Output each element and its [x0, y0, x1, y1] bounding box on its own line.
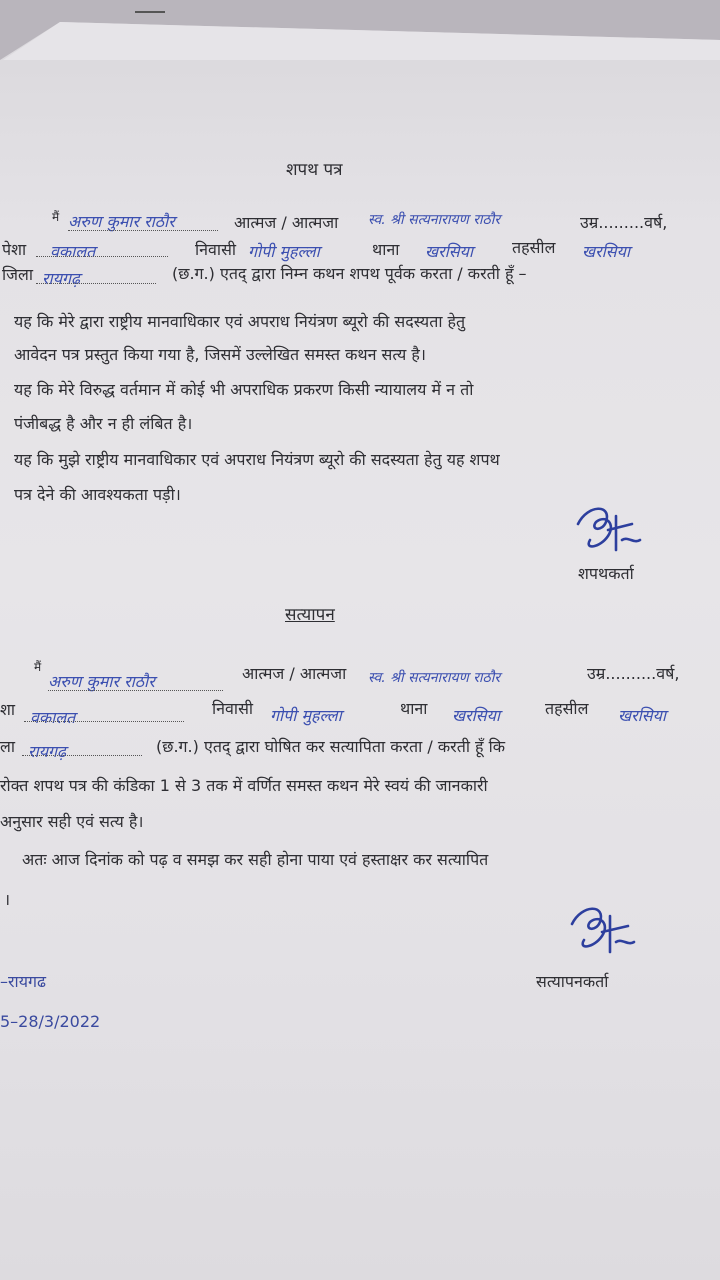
tehsil-label: तहसील: [512, 238, 556, 257]
v-district-line: [22, 755, 142, 756]
affidavit-declaration: (छ.ग.) एतद् द्वारा निम्न कथन शपथ पूर्वक करता / करती हूँ –: [172, 264, 527, 283]
occupation-line: [36, 256, 168, 257]
para3-line2: पत्र देने की आवश्यकता पड़ी।: [14, 485, 181, 504]
affidavit-signature: [572, 500, 652, 562]
affidavit-signatory: शपथकर्ता: [578, 564, 634, 583]
affidavit-title: शपथ पत्र: [286, 160, 343, 180]
district-value: रायगढ़: [42, 269, 80, 288]
occupation-value: वकालत: [50, 242, 96, 261]
district-line: [36, 283, 156, 284]
relation-label: आत्मज / आत्मजा: [234, 213, 339, 232]
verification-signature: [566, 900, 646, 964]
v-station-value: खरसिया: [452, 706, 501, 725]
v-relation-label: आत्मज / आत्मजा: [242, 664, 347, 683]
applicant-name: अरुण कुमार राठौर: [68, 212, 175, 231]
station-label: थाना: [372, 240, 400, 259]
v-name-line: [48, 690, 223, 691]
district-label: जिला: [2, 265, 34, 284]
resident-label: निवासी: [195, 240, 237, 259]
para1-line2: आवेदन पत्र प्रस्तुत किया गया है, जिसमें उल्लेखित समस्त कथन सत्य है।: [14, 345, 426, 364]
v-occupation-value: वकालत: [30, 708, 76, 727]
v-tehsil-value: खरसिया: [618, 706, 667, 725]
date-value: 5–28/3/2022: [0, 1012, 101, 1031]
v-para2-line1: अतः आज दिनांक को पढ़ व समझ कर सही होना पाया एवं हस्ताक्षर कर सत्यापित: [22, 850, 489, 869]
age-label: उम्र.........वर्ष,: [580, 213, 668, 232]
paper-edge-shadow: [0, 0, 720, 60]
verification-signatory: सत्यापनकर्ता: [536, 972, 609, 991]
v-para-line1: रोक्त शपथ पत्र की कंडिका 1 से 3 तक में वर्णित समस्त कथन मेरे स्वयं की जानकारी: [0, 776, 488, 795]
verification-title: सत्यापन: [285, 605, 335, 625]
place-value: –रायगढ: [0, 972, 46, 991]
resident-value: गोपी मुहल्ला: [248, 242, 320, 261]
v-line1-prefix: मैं: [34, 660, 42, 674]
v-resident-value: गोपी मुहल्ला: [270, 706, 342, 725]
v-district-value: रायगढ़: [28, 742, 66, 761]
v-resident-label: निवासी: [212, 699, 254, 718]
para2-line2: पंजीबद्ध है और न ही लंबित है।: [14, 414, 193, 433]
para2-line1: यह कि मेरे विरुद्ध वर्तमान में कोई भी अपराधिक प्रकरण किसी न्यायालय में न तो: [14, 380, 474, 399]
v-father-name: स्व. श्री सत्यनारायण राठौर: [368, 670, 501, 686]
v-occupation-label: शा: [0, 700, 16, 719]
line1-prefix: मैं: [52, 210, 60, 224]
station-value: खरसिया: [425, 242, 474, 261]
v-station-label: थाना: [400, 699, 428, 718]
v-district-label: ला: [0, 737, 15, 756]
v-applicant-name: अरुण कुमार राठौर: [48, 672, 155, 691]
v-para-line2: अनुसार सही एवं सत्य है।: [0, 812, 144, 831]
v-tehsil-label: तहसील: [545, 699, 589, 718]
occupation-label: पेशा: [2, 240, 27, 259]
para1-line1: यह कि मेरे द्वारा राष्ट्रीय मानवाधिकार एवं अपराध नियंत्रण ब्यूरो की सदस्यता हेतु: [14, 312, 466, 331]
para3-line1: यह कि मुझे राष्ट्रीय मानवाधिकार एवं अपराध नियंत्रण ब्यूरो की सदस्यता हेतु यह शपथ: [14, 450, 500, 469]
verification-declaration: (छ.ग.) एतद् द्वारा घोषित कर सत्यापिता करता / करती हूँ कि: [156, 737, 506, 756]
v-age-label: उम्र..........वर्ष,: [587, 664, 680, 683]
v-para2-line2: ।: [4, 890, 11, 909]
name-line: [68, 230, 218, 231]
tehsil-value: खरसिया: [582, 242, 631, 261]
v-occupation-line: [24, 721, 184, 722]
father-name: स्व. श्री सत्यनारायण राठौर: [368, 212, 501, 228]
